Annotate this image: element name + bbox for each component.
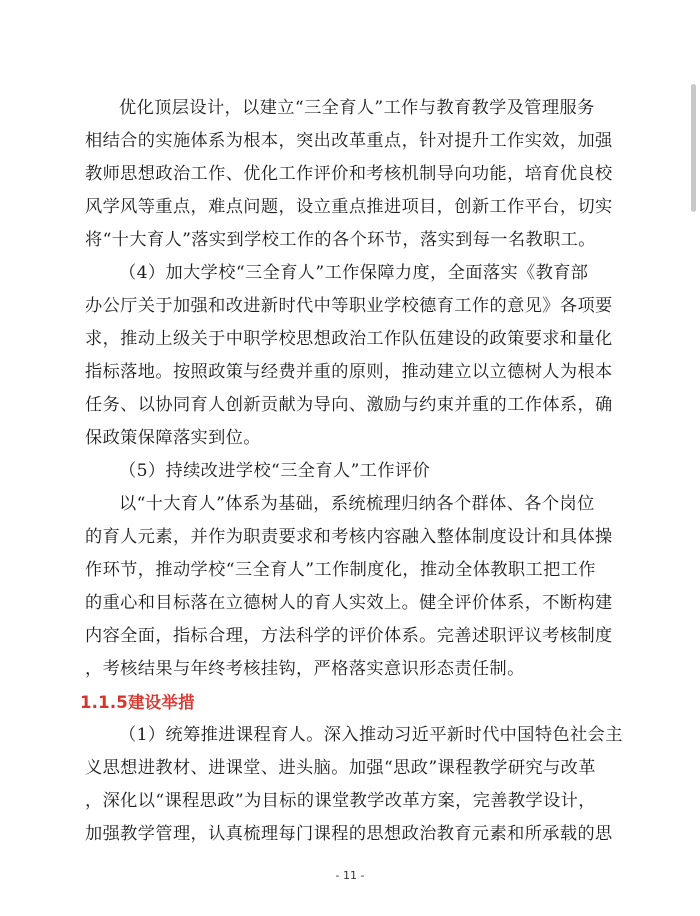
- text-line: 优化顶层设计，以建立“三全育人”工作与教育教学及管理服务: [119, 98, 595, 118]
- text-line: 义思想进教材、进课堂、进头脑。加强“思政”课程教学研究与改革: [85, 758, 596, 778]
- paragraph-evaluation: [85, 488, 621, 686]
- text-line: 保政策保障落实到位。: [85, 428, 261, 448]
- text-line: 办公厅关于加强和改进新时代中等职业学校德育工作的意见》各项要: [85, 296, 613, 316]
- text-line: 以“十大育人”体系为基础，系统梳理归纳各个群体、各个岗位: [119, 494, 595, 514]
- text-line: （5）持续改进学校“三全育人”工作评价: [119, 461, 431, 481]
- paragraph-top-design: [85, 92, 621, 257]
- text-line: 作环节，推动学校“三全育人”工作制度化，推动全体教职工把工作: [85, 560, 596, 580]
- text-line: ，考核结果与年终考核挂钩，严格落实意识形态责任制。: [85, 659, 525, 679]
- text-line: 教师思想政治工作、优化工作评价和考核机制导向功能，培育优良校: [85, 164, 613, 184]
- paragraph-item-1: [85, 719, 621, 851]
- page-number: - 11 -: [335, 869, 365, 882]
- text-line: （1）统筹推进课程育人。深入推动习近平新时代中国特色社会主: [119, 725, 623, 745]
- vertical-scrollbar[interactable]: [691, 84, 696, 212]
- paragraph-item-4: [85, 257, 621, 455]
- text-line: 加强教学管理，认真梳理每门课程的思想政治教育元素和所承载的思: [85, 824, 613, 844]
- paragraph-item-5-title: [85, 455, 621, 488]
- text-line: 将“十大育人”落实到学校工作的各个环节，落实到每一名教职工。: [85, 230, 596, 250]
- text-line: 求，推动上级关于中职学校思想政治工作队伍建设的政策要求和量化: [85, 329, 613, 349]
- text-line: 指标落地。按照政策与经费并重的原则，推动建立以立德树人为根本: [85, 362, 613, 382]
- section-heading: 1.1.5建设举措: [80, 693, 195, 712]
- text-line: （4）加大学校“三全育人”工作保障力度，全面落实《教育部: [119, 263, 589, 283]
- page-content: [80, 92, 623, 851]
- text-line: 的重心和目标落在立德树人的育人实效上。健全评价体系，不断构建: [85, 593, 613, 613]
- text-line: 内容全面，指标合理，方法科学的评价体系。完善述职评议考核制度: [85, 626, 613, 646]
- text-line: 风学风等重点，难点问题，设立重点推进项目，创新工作平台，切实: [85, 197, 613, 217]
- text-line: 相结合的实施体系为根本，突出改革重点，针对提升工作实效，加强: [85, 131, 613, 151]
- text-line: 任务、以协同育人创新贡献为导向、激励与约束并重的工作体系，确: [85, 395, 613, 415]
- text-line: 的育人元素，并作为职责要求和考核内容融入整体制度设计和具体操: [85, 527, 613, 547]
- text-line: ，深化以“课程思政”为目标的课堂教学改革方案，完善教学设计，: [85, 791, 596, 811]
